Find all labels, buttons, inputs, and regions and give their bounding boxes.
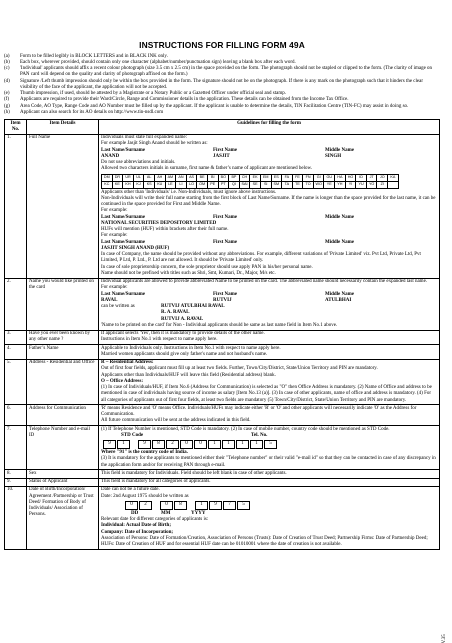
item-label: Telephone Number and e-mail ID — [27, 426, 99, 470]
initials-cell: OM — [197, 181, 208, 188]
initials-cell: BE — [197, 174, 208, 181]
initials-cell: WO — [313, 181, 324, 188]
initials-cell: JO — [377, 174, 388, 181]
initials-cell: UR — [123, 174, 134, 181]
intro-item: (f) Applicants are required to provide their Ward/Circle, Range and Commissioner details in the application. These details can be obtained from the Income Tax Office. — [4, 97, 349, 103]
initials-cell: ES — [271, 174, 282, 181]
header-guidelines: Guidelines for filling the form — [99, 120, 440, 135]
initials-cell: BI — [207, 174, 218, 181]
initials-cell: TO — [303, 181, 314, 188]
initials-cell: AM — [165, 174, 176, 181]
item-label: Have you ever been known by any other name ? — [27, 330, 99, 345]
digit-box: 5 — [264, 440, 277, 449]
guideline: This field is mandatory for Individuals. Field should be left blank in case of other applicants. — [99, 470, 440, 478]
table-row — [5, 359, 440, 405]
digit-box: 1 — [208, 440, 221, 449]
guideline: If applicant selects 'Yes', then it is mandatory to provide details of the other name. Instructions in Item No.1 with respect to name apply here. — [99, 330, 440, 345]
item-no: 6. — [5, 405, 27, 426]
item-no: 2. — [5, 278, 27, 330]
header-item-details: Item Details — [27, 120, 99, 135]
item-label: Full Name — [27, 134, 99, 278]
intro-item: (e) Thumb impression, if used, should be attested by a Magistrate or a Notary Public or a Gazetted Officer under official seal and stamp. — [4, 91, 286, 96]
initials-cell: SM — [271, 181, 282, 188]
initials-cell: TA — [282, 181, 293, 188]
initials-cell: BP — [229, 174, 240, 181]
initials-cell: SAI — [239, 181, 250, 188]
initials-cell: EM — [260, 174, 271, 181]
date-boxes: 0 2 0 8 1 9 7 5 — [125, 501, 437, 510]
item-label: Status of Applicant — [27, 478, 99, 486]
item-label: Date of Birth/Incorporation/ Agreement /Partnership or Trust Deed/ Formation of Body of Individuals/ Association of Persons. — [27, 486, 99, 549]
initials-cell: BO — [218, 174, 229, 181]
intro-item: (c) 'Individual' applicants should affix a recent colour photograph (size 3.5 cm x 2.5 cm) in the space provided on the form. The photograph should not be stapled or clipped to the form. (The clarity of image on PAN card will depend on the quality and clarity of photograph affixed on the form.) — [4, 66, 433, 78]
item-label: Sex — [27, 470, 99, 478]
guideline: Date can not be a future date. Date: 2nd August 1975 should be written as 0 2 0 8 1 9 7 5 DD MM YYYY Relevant date for different categories of applicants is: Individual: Actual Date of Birth; Company: Date of Incorporation; Association of Persons: Date of Formation/Creation, Association of Persons (Trusts): Date of Creation of Trust Deed; Partnership Firms: Date of Partnership Deed; HUFs: Date of Creation of HUF and for essential HUF date can be 01010001 where the date of creation is not available. — [99, 486, 440, 549]
intro-item: (g) Area Code, AO Type, Range Code and AO Number must be filled up by the applicant. If the applicant is unable to determine the details, TIN Facilitation Centre (TIN-FC) may assist in doing so. — [4, 103, 409, 109]
item-no: 9. — [5, 478, 27, 486]
table-row — [5, 486, 440, 549]
table-row — [5, 330, 440, 345]
initials-cell: KA — [388, 174, 399, 181]
initials-cell: FN — [303, 174, 314, 181]
digit-box: 9 — [103, 440, 116, 449]
initials-cell: AH — [154, 174, 165, 181]
initials-cell: HA — [335, 174, 346, 181]
item-label: Address for Communication — [27, 405, 99, 426]
guideline: Individual applicants are allowed to provide abbreviated Name to be printed on the card. The abbreviated name should necessarily contain the expanded last name. For example: Last Name/Surname First Name Middle Name RAVAL RUTVIJ ATULBHAI can be written as RUTVIJ ATULBHAI RAVAL R. A. RAVAL RUTVIJ A. RAVAL 'Name to be printed on the card' for Non - Individual applicants should be same as last name field in Item No.1 above. — [99, 278, 440, 330]
instructions-page — [4, 40, 440, 550]
initials-grid — [101, 174, 399, 189]
item-label: Father’s Name — [27, 345, 99, 360]
table-header-row — [5, 120, 440, 135]
initials-cell: KE — [112, 181, 123, 188]
table-row — [5, 405, 440, 426]
table-row — [5, 470, 440, 478]
initials-cell: HO — [345, 174, 356, 181]
initials-cell: QI — [229, 181, 240, 188]
box-gap — [131, 440, 137, 449]
digit-box: 9 — [138, 440, 151, 449]
initials-cell: LO — [186, 181, 197, 188]
initials-cell: UL — [133, 174, 144, 181]
digit-box: 0 — [180, 440, 193, 449]
initials-cell: GU — [324, 174, 335, 181]
initials-cell: DR — [112, 174, 123, 181]
initials-cell: LE — [165, 181, 176, 188]
initials-cell: SI — [260, 181, 271, 188]
item-no: 5. — [5, 359, 27, 405]
guideline: R – Residential Address: Out of first four fields, applicant must fill up at least two fields. Further, Town/City/District, State/Union Territory and PIN are mandatory. Applicants other than Individuals/HUF will leave this field (Residential address) blank. O – Office Address: (1) In case of Individuals/HUF, if Item No.6 (Address for Communication) is selected as "O" then Office Address is mandatory. (2) Name of Office and address to be mentioned in case of individuals having source of income as salary [Item No.13 (a)]. (3) In case of other applicants, name of office and address is mandatory. (4) For all categories of applicants out of first four fields, at least two fields are mandatory (5) Town/City/District, State/Union Territory and PIN are mandatory. — [99, 359, 440, 405]
guideline: Individuals must state full expanded name: For example Jasjit Singh Anand should be written as: Last Name/Surname First Name Middle Name ANAND JASJIT SINGH Do not use abbreviations and initials. Allowed two characters initials in surname, first name & father’s name of applicant are mentioned below. DM DR UR UL AL AH AM AN AS BE BI BO BP CH EK EM ES FA FE FN GI GU HA HO ID JT JO KA KC KE KH KJ KS KU LE LI LO OM PE PT QI SAI SE SI SM TA TE TO WO YE YH YI YU YO ZI Applicants other than 'Individuals' i.e. Non-Individuals, must ignore above instructions. Non-Individuals will write their full name starting from the first block of Last Name/Surname. If the name is longer than the space provided for the last name, it can be continued in the space provided for First and Middle Name. For example: Last Name/Surname First Name Middle Name NATIONAL SECURITIES DEPOSITORY LIMITED HUFs will mention (HUF) within brackets after their full name. For example: Last Name/Surname First Name Middle Name JASJIT SINGH ANAND (HUF) In case of Company, the name should be provided without any abbreviations. For example, different variations of 'Private Limited' viz. Pvt Ltd, Private Ltd, Pvt Limited, P Ltd, P. Ltd., P. Ltd are not allowed. It should be 'Private Limited' only. In case of sole proprietorship concern, the sole proprietor should use apply PAN in his/her personal name. Name should not be prefixed with titles such as Shri, Smt, Kumari, Dr., Major, M/s etc. — [99, 134, 440, 278]
initials-cell: LI — [176, 181, 187, 188]
initials-cell: KH — [123, 181, 134, 188]
initials-cell: KC — [102, 181, 113, 188]
initials-cell: DM — [102, 174, 113, 181]
initials-cell: FE — [292, 174, 303, 181]
initials-cell: CH — [239, 174, 250, 181]
item-label: Address - Residential and Office — [27, 359, 99, 405]
initials-cell: EK — [250, 174, 261, 181]
intro-item: (b) Each box, wherever provided, should contain only one character (alphabet/number/punctuation sign) leaving a blank box after each word. — [4, 59, 296, 65]
intro-item: (a) Form to be filled legibly in BLOCK LETTERS and in BLACK INK only. — [4, 53, 168, 59]
initials-cell: YI — [345, 181, 356, 188]
table-row — [5, 426, 440, 470]
initials-cell: PT — [218, 181, 229, 188]
digit-box: 8 — [152, 440, 165, 449]
table-row — [5, 478, 440, 486]
initials-cell: GI — [313, 174, 324, 181]
initials-cell — [388, 181, 399, 188]
guideline: This field is mandatory for all categories of applicants. — [99, 478, 440, 486]
guideline: Applicable to Individuals only. Instructions in Item No.1 with respect to name apply here. Married women applicants should give only father's name and not husband's name. — [99, 345, 440, 360]
item-no: 1. — [5, 134, 27, 278]
item-no: 10. — [5, 486, 27, 549]
initials-cell: YO — [366, 181, 377, 188]
digit-box: 1 — [222, 440, 235, 449]
item-no: 7. — [5, 426, 27, 470]
initials-cell: ZI — [377, 181, 388, 188]
initials-cell: ID — [356, 174, 367, 181]
initials-cell: YE — [324, 181, 335, 188]
intro-item: (h) Applicant can also search for its AO details on http://www.tin-nsdl.com — [4, 109, 164, 115]
item-no: 8. — [5, 470, 27, 478]
initials-cell: YH — [335, 181, 346, 188]
table-row — [5, 278, 440, 330]
initials-cell: AS — [186, 174, 197, 181]
initials-cell: PE — [207, 181, 218, 188]
initials-cell: KU — [154, 181, 165, 188]
initials-cell: AN — [176, 174, 187, 181]
digit-box: 1 — [117, 440, 130, 449]
initials-cell: JT — [366, 174, 377, 181]
initials-cell: FA — [282, 174, 293, 181]
initials-cell: KS — [144, 181, 155, 188]
item-no: 4. — [5, 345, 27, 360]
version-label: V.35 — [441, 634, 447, 643]
digit-box: 1 — [250, 440, 263, 449]
initials-cell: AL — [144, 174, 155, 181]
guideline: 'R' means Residence and 'O' means Office. Individuals/HUFs may indicate either 'R' or 'O' and other applicants will necessarily indicate 'O' as the Address for Communication. All future communication will be sent at the address indicated in this field. — [99, 405, 440, 426]
digit-box: 1 — [236, 440, 249, 449]
telephone-boxes — [103, 440, 437, 449]
page-title: INSTRUCTIONS FOR FILLING FORM 49A — [139, 40, 305, 50]
item-no: 3. — [5, 330, 27, 345]
guidelines-table — [4, 119, 440, 550]
digit-box: 0 — [194, 440, 207, 449]
initials-cell: TE — [292, 181, 303, 188]
initials-cell: YU — [356, 181, 367, 188]
table-row — [5, 345, 440, 360]
table-row — [5, 134, 440, 278]
intro-item: (d) Signature /Left thumb impression should only be within the box provided in the form. The signature should not be on the photograph. If there is any mark on the photograph such that it hinders the clear visibility of the face of the applicant, the application will not be accepted. — [4, 78, 424, 90]
initials-cell: KJ — [133, 181, 144, 188]
initials-cell: SE — [250, 181, 261, 188]
digit-box: 2 — [166, 440, 179, 449]
item-label: Name you would like printed on the card — [27, 278, 99, 330]
intro-list — [4, 54, 440, 117]
guideline: (1) If Telephone Number is mentioned, STD Code is mandatory. (2) In case of mobile number, country code should be mentioned as STD Code. STD Code Tel. No. 9 1 9 8 2 0 0 1 1 1 1 5 Where "91" is the country code of India. (3) It is mandatory for the applicants to mentioned either their "Telephone number" or their valid "e-mail id" so that they can be contacted in case of any discrepancy in the application form and/or for receiving PAN through e-mail. — [99, 426, 440, 470]
header-item-no: Item No. — [5, 120, 27, 135]
